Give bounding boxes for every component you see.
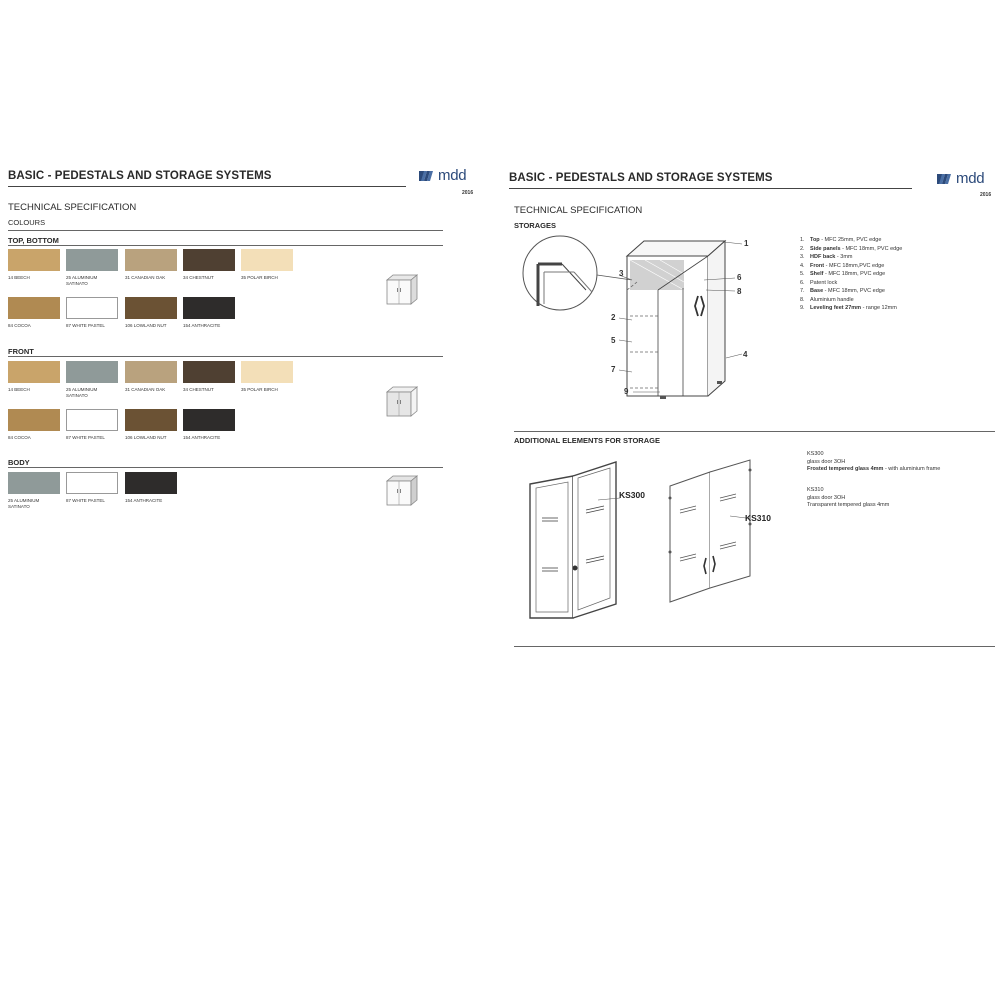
right-page (505, 0, 1000, 1000)
legend-item: 5. Shelf - MFC 18mm, PVC edge (800, 271, 886, 277)
logo-stripes-icon (418, 169, 436, 183)
ks300-code: KS300 (807, 451, 824, 457)
ks300-description (807, 451, 940, 474)
legend-item: 7. Base - MFC 18mm, PVC edge (800, 288, 885, 294)
spec-heading: TECHNICAL SPECIFICATION (514, 205, 643, 216)
swatch-label: 31 CANADIAN OAK (125, 275, 166, 280)
swatch-chestnut (183, 249, 235, 271)
ks300-line2: Frosted tempered glass 4mm - with aluminium frame (807, 466, 941, 472)
section-heading-body: BODY (8, 458, 30, 467)
legend-item: 3. HDF back - 3mm (800, 254, 853, 260)
additional-top-rule (514, 431, 995, 432)
swatch-label: 87 WHITE PASTEL (66, 498, 105, 503)
page-title: BASIC - PEDESTALS AND STORAGE SYSTEMS (8, 170, 272, 182)
ks310-door-drawing (669, 460, 752, 602)
swatch-label: 25 ALUMINIUM SATINATO (8, 498, 40, 509)
swatch-label: 35 POLAR BIRCH (241, 275, 278, 280)
swatch-label: 34 CHESTNUT (183, 275, 214, 280)
additional-bottom-rule (514, 646, 995, 647)
swatch-white-pastel (66, 409, 118, 431)
cabinet-drawing (627, 241, 725, 399)
swatch-cocoa (8, 409, 60, 431)
swatch-aluminium-satinato (66, 361, 118, 383)
spec-heading: TECHNICAL SPECIFICATION (8, 202, 137, 213)
swatch-cocoa (8, 297, 60, 319)
storage-technical-drawing (520, 230, 780, 410)
swatch-polar-birch (241, 249, 293, 271)
swatch-aluminium-satinato (66, 249, 118, 271)
swatch-beech (8, 361, 60, 383)
legend-item: 8. Aluminium handle (800, 296, 854, 303)
ks310-description (807, 487, 889, 510)
swatch-anthracite (183, 297, 235, 319)
ks300-line1: glass door 3OH (807, 458, 846, 465)
storages-heading: STORAGES (514, 221, 556, 230)
callout-9: 9 (624, 387, 629, 396)
swatch-label: 25 ALUMINIUM SATINATO (66, 387, 98, 398)
title-rule (509, 188, 912, 189)
swatch-label: 106 LOWLAND NUT (125, 323, 167, 328)
swatch-white-pastel (66, 297, 118, 319)
legend-item: 6. Patent lock (800, 279, 838, 286)
swatch-label: 154 ANTHRACITE (125, 498, 163, 503)
callout-2: 2 (611, 313, 616, 322)
swatch-label: 84 COCOA (8, 323, 31, 328)
swatch-label: 31 CANADIAN OAK (125, 387, 166, 392)
colours-rule (8, 230, 443, 231)
swatch-label: 34 CHESTNUT (183, 387, 214, 392)
logo-year: 2016 (980, 192, 992, 198)
swatch-lowland-nut (125, 297, 177, 319)
corner-detail-icon (523, 236, 597, 310)
cabinet-thumbnail-front (384, 384, 420, 418)
swatch-canadian-oak (125, 361, 177, 383)
colours-heading: COLOURS (8, 218, 46, 227)
ks300-door-drawing (530, 462, 616, 618)
swatch-aluminium-satinato (8, 472, 60, 494)
logo-text: mdd (438, 167, 467, 184)
section-rule (8, 467, 443, 468)
swatch-white-pastel (66, 472, 118, 494)
callout-4: 4 (743, 350, 748, 359)
swatch-label: 25 ALUMINIUM SATINATO (66, 275, 98, 286)
swatch-label: 35 POLAR BIRCH (241, 387, 278, 392)
section-rule (8, 245, 443, 246)
swatch-anthracite (125, 472, 177, 494)
ks310-code: KS310 (807, 487, 824, 493)
swatch-label: 106 LOWLAND NUT (125, 435, 167, 440)
callout-3: 3 (619, 269, 624, 278)
cabinet-thumbnail-top-bottom (384, 272, 420, 306)
swatch-beech (8, 249, 60, 271)
ks310-line2: Transparent tempered glass 4mm (807, 502, 890, 508)
ks310-line1: glass door 3OH (807, 494, 846, 501)
swatch-label: 154 ANTHRACITE (183, 323, 221, 328)
callout-6: 6 (737, 273, 742, 282)
title-rule (8, 186, 406, 187)
brand-logo (936, 170, 984, 187)
swatch-label: 84 COCOA (8, 435, 31, 440)
callout-1: 1 (744, 239, 749, 248)
callout-8: 8 (737, 287, 742, 296)
additional-heading: ADDITIONAL ELEMENTS FOR STORAGE (514, 436, 660, 445)
brand-logo (418, 167, 466, 184)
swatch-chestnut (183, 361, 235, 383)
ks310-label: KS310 (745, 513, 771, 523)
swatch-canadian-oak (125, 249, 177, 271)
section-rule (8, 356, 443, 357)
swatch-lowland-nut (125, 409, 177, 431)
callout-5: 5 (611, 336, 616, 345)
callout-7: 7 (611, 365, 616, 374)
swatch-label: 154 ANTHRACITE (183, 435, 221, 440)
glass-doors-drawing (520, 448, 780, 628)
swatch-anthracite (183, 409, 235, 431)
legend-item: 9. Leveling feet 27mm - range 12mm (800, 305, 897, 311)
legend-item: 4. Front - MFC 18mm,PVC edge (800, 262, 885, 269)
ks300-label: KS300 (619, 490, 645, 500)
section-heading-top-bottom: TOP, BOTTOM (8, 236, 59, 245)
section-heading-front: FRONT (8, 347, 34, 356)
page-title: BASIC - PEDESTALS AND STORAGE SYSTEMS (509, 172, 773, 184)
legend-item: 1. Top - MFC 25mm, PVC edge (800, 237, 882, 243)
swatch-label: 14 BEECH (8, 387, 30, 392)
logo-text: mdd (956, 170, 985, 187)
swatch-label: 87 WHITE PASTEL (66, 435, 105, 440)
legend-item: 2. Side panels - MFC 18mm, PVC edge (800, 245, 903, 252)
logo-year: 2016 (462, 190, 474, 196)
swatch-label: 87 WHITE PASTEL (66, 323, 105, 328)
logo-stripes-icon (936, 172, 954, 186)
component-legend (800, 236, 902, 313)
swatch-label: 14 BEECH (8, 275, 30, 280)
cabinet-thumbnail-body (384, 473, 420, 507)
swatch-polar-birch (241, 361, 293, 383)
